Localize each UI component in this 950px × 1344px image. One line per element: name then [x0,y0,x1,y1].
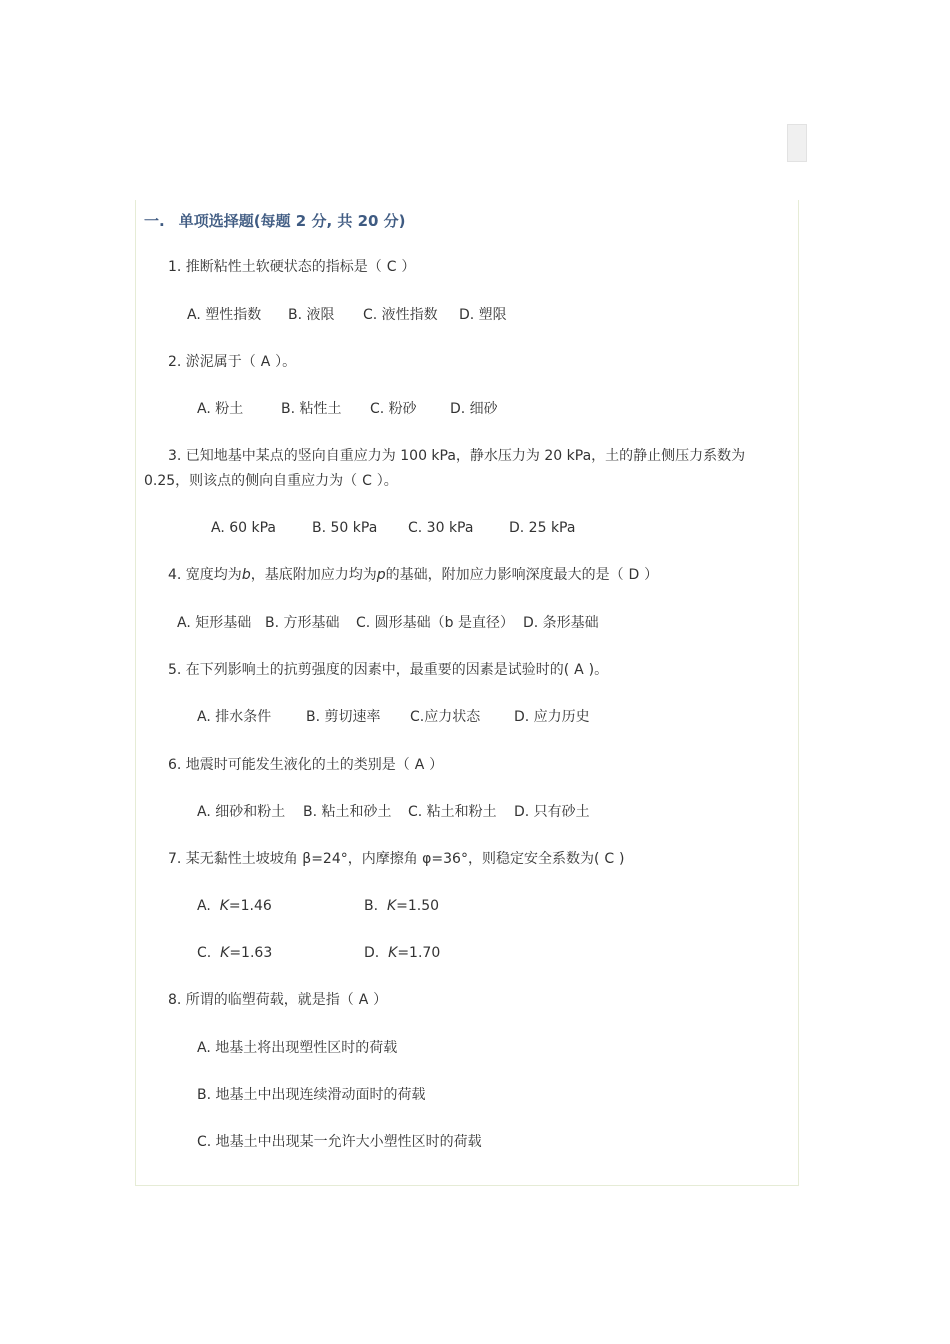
section-number: 一. [144,212,165,230]
scrollbar-tab[interactable] [787,124,807,162]
question-3-option-d: D. 25 kPa [509,520,576,536]
question-8-answer: A [358,992,369,1008]
question-5-stem: 5. 在下列影响土的抗剪强度的因素中，最重要的因素是试验时的( A )。 [168,662,609,678]
question-8-option-c: C. 地基土中出现某一允许大小塑性区时的荷载 [197,1134,482,1150]
question-3-option-b: B. 50 kPa [312,520,378,536]
question-7-option-a: A. K=1.46 [197,898,272,914]
question-4-stem: 4. 宽度均为b，基底附加应力均为p的基础，附加应力影响深度最大的是（ D ） [168,567,659,583]
question-1-options [187,305,507,325]
question-2-option-a: A. 粉土 [197,401,244,417]
question-3-options [211,518,575,538]
question-2-answer: A [260,354,271,370]
question-1-option-d: D. 塑限 [459,307,507,323]
question-1-option-b: B. 液限 [288,307,335,323]
question-6-option-d: D. 只有砂土 [514,804,590,820]
question-6-answer: A [414,757,425,773]
question-2-option-d: D. 细砂 [450,401,498,417]
question-4-option-a: A. 矩形基础 [177,615,252,631]
question-8-option-b: B. 地基土中出现连续滑动面时的荷载 [197,1087,426,1103]
question-3-stem-line-1: 3. 已知地基中某点的竖向自重应力为 100 kPa，静水压力为 20 kPa，土的静止侧压力系数为 [168,448,746,464]
question-4-option-c: C. 圆形基础（b 是直径） [356,615,515,631]
question-6-option-b: B. 粘土和砂土 [303,804,392,820]
question-8-stem: 8. 所谓的临塑荷载，就是指（ A ） [168,992,388,1008]
question-7-option-d: D. K=1.70 [364,945,441,961]
section-title: 单项选择题(每题 2 分, 共 20 分) [178,212,406,230]
question-1-answer: C [386,259,397,275]
question-7-option-b: B. K=1.50 [364,898,440,914]
question-6-stem: 6. 地震时可能发生液化的土的类别是（ A ） [168,757,444,773]
question-6-options [197,802,590,822]
question-6-option-a: A. 细砂和粉土 [197,804,286,820]
question-7-stem: 7. 某无黏性土坡坡角 β=24°，内摩擦角 φ=36°，则稳定安全系数为( C ) [168,851,625,867]
question-5-options [197,707,590,727]
variable-p: p [376,567,386,583]
question-2-option-c: C. 粉砂 [370,401,417,417]
question-3-answer: C [362,473,372,489]
question-8-option-a: A. 地基土将出现塑性区时的荷载 [197,1040,398,1056]
question-5-option-d: D. 应力历史 [514,709,590,725]
question-7-option-c: C. K=1.63 [197,945,273,961]
question-3-stem-line-2: 0.25，则该点的侧向自重应力为（ C ）。 [144,473,398,489]
question-5-answer: A [574,662,584,678]
question-1-stem: 1. 推断粘性土软硬状态的指标是（ C ） [168,259,416,275]
question-4-answer: D [628,567,640,583]
variable-b: b [241,567,251,583]
question-5-option-b: B. 剪切速率 [306,709,381,725]
question-7-answer: C [604,851,615,867]
question-3-option-a: A. 60 kPa [211,520,276,536]
question-2-option-b: B. 粘性土 [281,401,342,417]
question-5-option-c: C.应力状态 [410,709,481,725]
question-4-option-b: B. 方形基础 [265,615,340,631]
question-5-option-a: A. 排水条件 [197,709,272,725]
question-4-option-d: D. 条形基础 [523,615,599,631]
question-1-option-c: C. 液性指数 [363,307,438,323]
question-2-options [197,399,498,419]
question-3-option-c: C. 30 kPa [408,520,474,536]
question-2-stem: 2. 淤泥属于（ A ）。 [168,354,297,370]
section-heading [144,210,406,232]
question-4-options [177,613,599,633]
question-6-option-c: C. 粘土和粉土 [408,804,497,820]
question-1-option-a: A. 塑性指数 [187,307,262,323]
